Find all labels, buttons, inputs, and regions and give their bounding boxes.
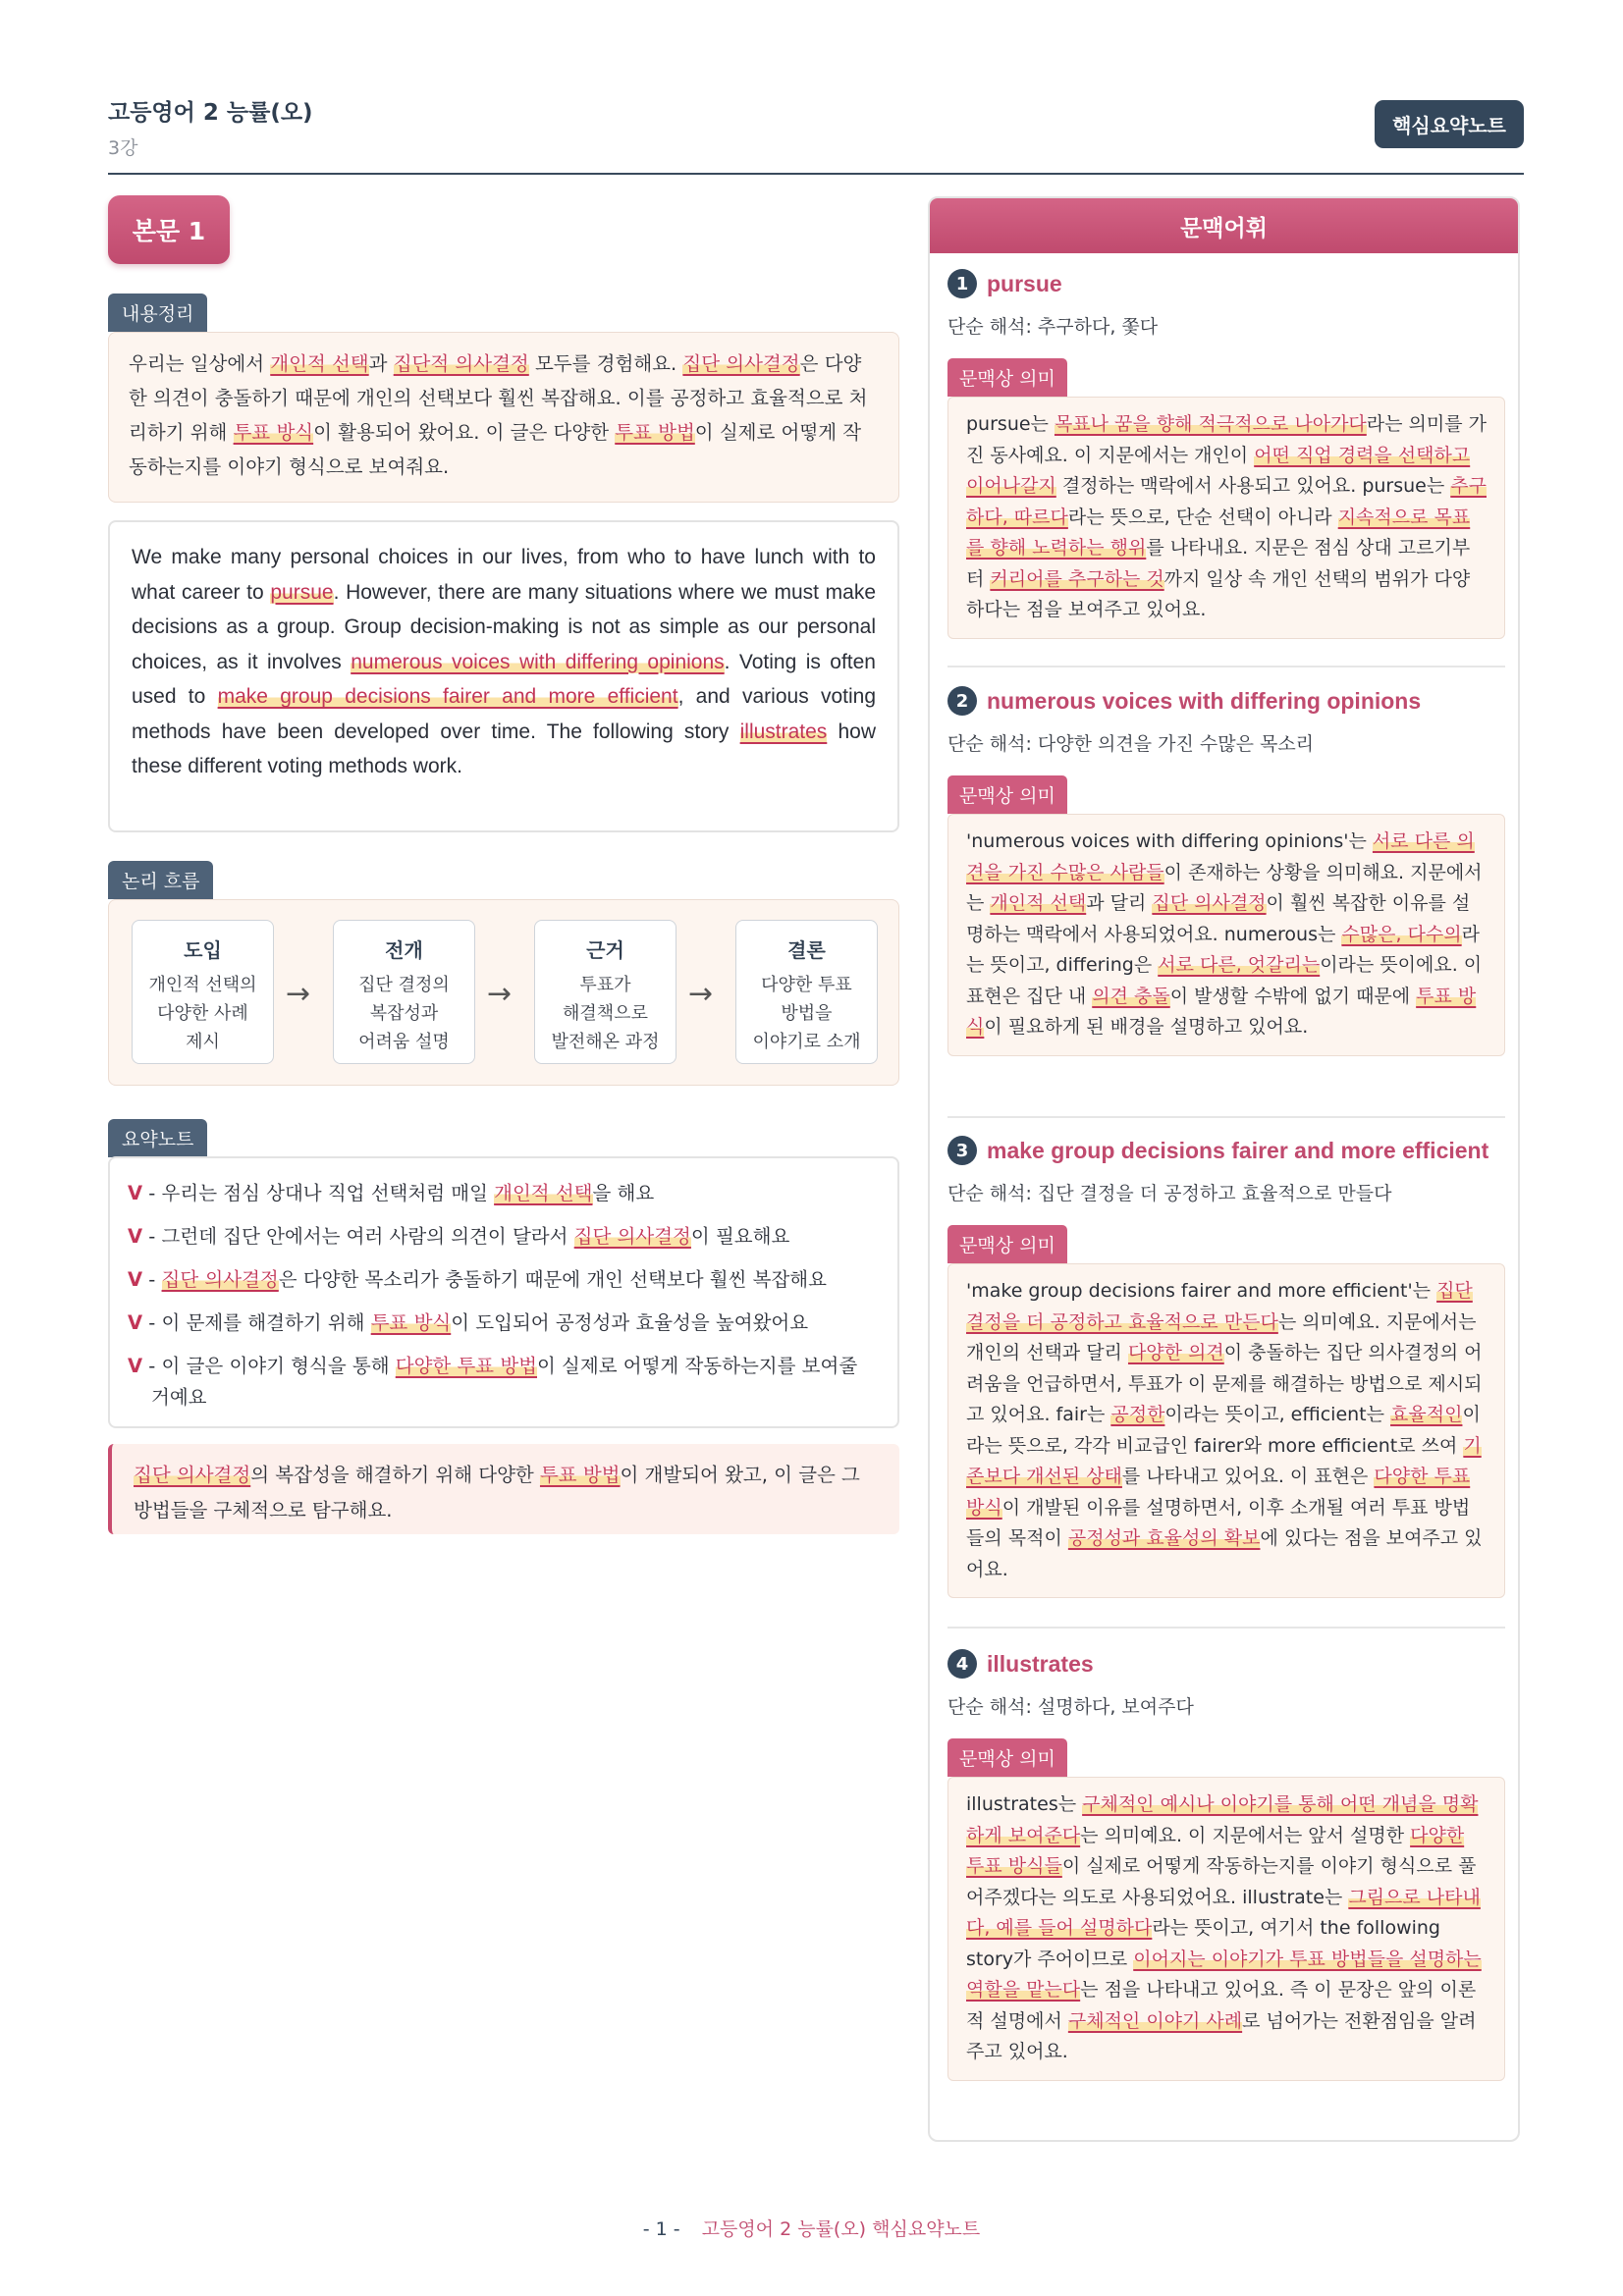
doc-title: 고등영어 2 능률(오) [108, 100, 313, 126]
flow-step-line: 다양한 사례 [157, 1003, 248, 1024]
lesson-label: 3강 [108, 137, 138, 159]
flow-step-line: 집단 결정의 [358, 975, 450, 995]
number-badge: 3 [947, 1136, 977, 1165]
highlighted-phrase: 개인적 선택 [990, 892, 1087, 914]
highlighted-phrase: 투표 방법 [615, 421, 695, 444]
highlighted-phrase: 의견 충돌 [1092, 985, 1170, 1007]
summary-box [108, 332, 899, 503]
vocab-word: make group decisions fairer and more efficient [987, 1137, 1489, 1163]
basic-meaning: 집단 결정을 더 공정하고 효율적으로 만들다 [1037, 1183, 1392, 1204]
flow-step-conclusion [735, 920, 878, 1064]
context-meaning: 'numerous voices with differing opinions'는 서로 다른 의견을 가진 수많은 사람들이 존재하는 상황을 의미해요. 지문에서는 개인적 선택과 달리 집단 의사결정이 훨씬 복잡한 이유를 설명하는 맥락에서 사용되었어요. numerous는 수많은, 다수의라는 뜻이고, differing은 서로 다른, 엇갈리는이라는 뜻이에요. 이 표현은 집단 내 의견 충돌이 발생할 수밖에 없기 때문에 투표 방식이 필요하게 된 배경을 설명하고 있어요. [947, 814, 1505, 1056]
highlighted-phrase: 그림으로 나타내다, 예를 들어 설명하다 [966, 1886, 1481, 1939]
divider [947, 666, 1505, 667]
highlighted-phrase: 집단 의사결정 [1152, 892, 1267, 914]
flow-step-line: 이야기로 소개 [752, 1032, 861, 1052]
highlighted-phrase: 집단 의사결정 [682, 352, 800, 375]
note-item: V - 이 글은 이야기 형식을 통해 다양한 투표 방법이 실제로 어떻게 작동하는지를 보여줄 거예요 [128, 1355, 858, 1409]
vocab-item-illustrates [947, 1649, 1505, 2081]
context-tag: 문맥상 의미 [947, 1738, 1067, 1777]
highlighted-phrase: 투표 방식 [966, 985, 1477, 1038]
flow-step-title: 결론 [787, 938, 826, 962]
logic-flow [108, 899, 899, 1086]
check-mark-icon: V [128, 1225, 143, 1248]
flow-step-line: 발전해온 과정 [551, 1032, 660, 1052]
flow-tag: 논리 흐름 [108, 861, 213, 899]
page-footer [0, 2215, 1623, 2241]
summary-tag: 내용정리 [108, 294, 207, 332]
highlighted-phrase: numerous voices with differing opinions [351, 650, 725, 673]
vocab-item-make-group-decisions [947, 1136, 1505, 1598]
highlighted-phrase: 지속적으로 목표를 향해 노력하는 행위 [966, 506, 1471, 559]
check-mark-icon: V [128, 1268, 143, 1291]
highlighted-phrase: 구체적인 이야기 사례 [1067, 2009, 1243, 2032]
highlighted-phrase: 개인적 선택 [270, 352, 369, 375]
vocab-item-numerous-voices [947, 686, 1505, 1056]
divider [947, 1627, 1505, 1629]
highlighted-phrase: 다양한 투표 방식들 [966, 1824, 1465, 1877]
highlighted-phrase: 다양한 투표 방법 [395, 1355, 537, 1377]
highlighted-phrase: 공정성과 효율성의 확보 [1067, 1527, 1261, 1549]
vocab-header: 문맥어휘 [930, 198, 1518, 253]
flow-step-title: 도입 [184, 938, 222, 962]
note-item: V - 그런데 집단 안에서는 여러 사람의 의견이 달라서 집단 의사결정이 필요해요 [128, 1225, 790, 1248]
context-tag: 문맥상 의미 [947, 775, 1067, 814]
context-tag: 문맥상 의미 [947, 358, 1067, 397]
context-tag: 문맥상 의미 [947, 1225, 1067, 1263]
number-badge: 1 [947, 269, 977, 298]
divider [947, 1116, 1505, 1118]
highlighted-phrase: 서로 다른 의견을 가진 수많은 사람들 [966, 830, 1475, 883]
highlighted-phrase: 기존보다 개선된 상태 [966, 1434, 1482, 1487]
highlighted-phrase: make group decisions fairer and more efficient [217, 685, 678, 708]
highlighted-phrase: 투표 방식 [370, 1311, 452, 1334]
highlighted-phrase: 추구하다, 따르다 [966, 475, 1487, 528]
context-meaning: 'make group decisions fairer and more efficient'는 집단 결정을 더 공정하고 효율적으로 만든다는 의미예요. 지문에서는 개인의 선택과 달리 다양한 의견이 충돌하는 집단 의사결정의 어려움을 언급하면서, 투표가 이 문제를 해결하는 방법으로 제시되고 있어요. fair는 공정한이라는 뜻이고, efficient는 효율적인이라는 뜻으로, 각각 비교급인 fairer와 more efficient로 쓰여 기존보다 개선된 상태를 나타내고 있어요. 이 표현은 다양한 투표 방식이 개발된 이유를 설명하면서, 이후 소개될 여러 투표 방법들의 목적이 공정성과 효율성의 확보에 있다는 점을 보여주고 있어요. [947, 1263, 1505, 1598]
conclusion-box: 집단 의사결정의 복잡성을 해결하기 위해 다양한 투표 방법이 개발되어 왔고, 이 글은 그 방법들을 구체적으로 탐구해요. [108, 1444, 899, 1534]
flow-step-development [333, 920, 475, 1064]
highlighted-phrase: pursue [270, 580, 334, 604]
vocab-word: pursue [987, 270, 1062, 296]
flow-step-line: 개인적 선택의 [148, 975, 257, 995]
highlighted-phrase: 개인적 선택 [494, 1182, 593, 1204]
flow-step-line: 제시 [186, 1032, 220, 1052]
number-badge: 4 [947, 1649, 977, 1679]
flow-step-line: 복잡성과 [369, 1003, 439, 1024]
summary-text: 우리는 일상에서 개인적 선택과 집단적 의사결정 모두를 경험해요. 집단 의사결정은 다양한 의견이 충돌하기 때문에 개인의 선택보다 훨씬 복잡해요. 이를 공정하고 효율적으로 처리하기 위해 투표 방식이 활용되어 왔어요. 이 글은 다양한 투표 방법이 실제로 어떻게 작동하는지를 이야기 형식으로 보여줘요. [129, 352, 868, 478]
highlighted-phrase: 공정한 [1110, 1404, 1165, 1425]
check-mark-icon: V [128, 1182, 143, 1204]
highlighted-phrase: 투표 방법 [539, 1464, 621, 1486]
flow-step-line: 어려움 설명 [358, 1032, 450, 1052]
vocab-word: numerous voices with differing opinions [987, 687, 1422, 714]
highlighted-phrase: 효율적인 [1390, 1404, 1463, 1425]
basic-prefix: 단순 해석: [947, 1183, 1038, 1204]
arrow-right-icon: → [286, 977, 311, 1011]
highlighted-phrase: 구체적인 예시나 이야기를 통해 어떤 개념을 명확하게 보여준다 [966, 1793, 1479, 1846]
vocab-panel [928, 196, 1520, 2142]
highlighted-phrase: 집단적 의사결정 [393, 352, 529, 375]
vocab-item-pursue [947, 269, 1505, 639]
note-item: V - 이 문제를 해결하기 위해 투표 방식이 도입되어 공정성과 효율성을 높여왔어요 [128, 1311, 809, 1334]
page-header [108, 90, 1524, 175]
flow-step-title: 근거 [586, 938, 624, 962]
highlighted-phrase: 수많은, 다수의 [1341, 923, 1462, 945]
basic-meaning: 다양한 의견을 가진 수많은 목소리 [1037, 733, 1315, 755]
basic-prefix: 단순 해석: [947, 1696, 1038, 1718]
highlighted-phrase: 집단 의사결정 [573, 1225, 691, 1248]
vocab-word: illustrates [987, 1650, 1094, 1677]
summary-notes [108, 1156, 899, 1428]
arrow-right-icon: → [688, 977, 714, 1011]
highlighted-phrase: 다양한 투표 방식 [966, 1466, 1471, 1519]
english-passage: We make many personal choices in our lives, from who to have lunch with to what career to pursue. However, there are many situations where we must make decisions as a group. Group decision-making is not as simple as our personal choices, as it involves numerous voices with differing opinions. Voting is often used to make group decisions fairer and more efficient, and various voting methods have been developed over time. The following story illustrates how these different voting methods work. [108, 520, 899, 832]
page-number: - 1 - [642, 2218, 680, 2240]
highlighted-phrase: 이어지는 이야기가 투표 방법들을 설명하는 역할을 맡는다 [966, 1948, 1482, 2001]
basic-prefix: 단순 해석: [947, 733, 1038, 755]
highlighted-phrase: 집단 결정을 더 공정하고 효율적으로 만든다 [966, 1280, 1473, 1333]
basic-meaning: 추구하다, 쫓다 [1037, 316, 1159, 338]
flow-step-line: 투표가 [579, 975, 631, 995]
highlighted-phrase: 커리어를 추구하는 것 [990, 567, 1164, 590]
highlighted-phrase: 다양한 의견 [1127, 1342, 1224, 1363]
footer-title: 고등영어 2 능률(오) 핵심요약노트 [701, 2218, 981, 2240]
notes-tag: 요약노트 [108, 1119, 207, 1157]
flow-step-line: 다양한 투표 [761, 975, 852, 995]
note-type-badge: 핵심요약노트 [1375, 100, 1524, 148]
highlighted-phrase: 목표나 꿈을 향해 적극적으로 나아가다 [1054, 413, 1367, 435]
highlighted-phrase: 집단 의사결정 [134, 1464, 251, 1486]
highlighted-phrase: 서로 다른, 엇갈리는 [1158, 954, 1321, 976]
highlighted-phrase: 집단 의사결정 [161, 1268, 279, 1291]
check-mark-icon: V [128, 1311, 143, 1334]
basic-meaning: 설명하다, 보여주다 [1037, 1696, 1194, 1718]
number-badge: 2 [947, 686, 977, 716]
context-meaning: illustrates는 구체적인 예시나 이야기를 통해 어떤 개념을 명확하게 보여준다는 의미예요. 이 지문에서는 앞서 설명한 다양한 투표 방식들이 실제로 어떻게 작동하는지를 이야기 형식으로 풀어주겠다는 의도로 사용되었어요. illustrate는 그림으로 나타내다, 예를 들어 설명하다라는 뜻이고, 여기서 the following story가 주어이므로 이어지는 이야기가 투표 방법들을 설명하는 역할을 맡는다는 점을 나타내고 있어요. 즉 이 문장은 앞의 이론적 설명에서 구체적인 이야기 사례로 넘어가는 전환점임을 알려주고 있어요. [947, 1777, 1505, 2081]
highlighted-phrase: illustrates [739, 720, 828, 743]
note-item: V - 집단 의사결정은 다양한 목소리가 충돌하기 때문에 개인 선택보다 훨씬 복잡해요 [128, 1268, 827, 1291]
context-meaning: pursue는 목표나 꿈을 향해 적극적으로 나아가다라는 의미를 가진 동사예요. 이 지문에서는 개인이 어떤 직업 경력을 선택하고 이어나갈지 결정하는 맥락에서 사용되고 있어요. pursue는 추구하다, 따르다라는 뜻으로, 단순 선택이 아니라 지속적으로 목표를 향해 노력하는 행위를 나타내요. 지문은 점심 상대 고르기부터 커리어를 추구하는 것까지 일상 속 개인 선택의 범위가 다양하다는 점을 보여주고 있어요. [947, 397, 1505, 639]
basic-prefix: 단순 해석: [947, 316, 1038, 338]
flow-step-title: 전개 [385, 938, 423, 962]
check-mark-icon: V [128, 1355, 143, 1377]
highlighted-phrase: 투표 방식 [233, 421, 314, 444]
note-item: V - 우리는 점심 상대나 직업 선택처럼 매일 개인적 선택을 해요 [128, 1182, 655, 1204]
highlighted-phrase: 어떤 직업 경력을 선택하고 이어나갈지 [966, 444, 1471, 497]
flow-step-intro [132, 920, 274, 1064]
section-title: 본문 1 [108, 195, 230, 264]
flow-step-evidence [534, 920, 676, 1064]
arrow-right-icon: → [487, 977, 513, 1011]
flow-step-line: 방법을 [781, 1003, 833, 1024]
flow-step-line: 해결책으로 [563, 1003, 648, 1024]
